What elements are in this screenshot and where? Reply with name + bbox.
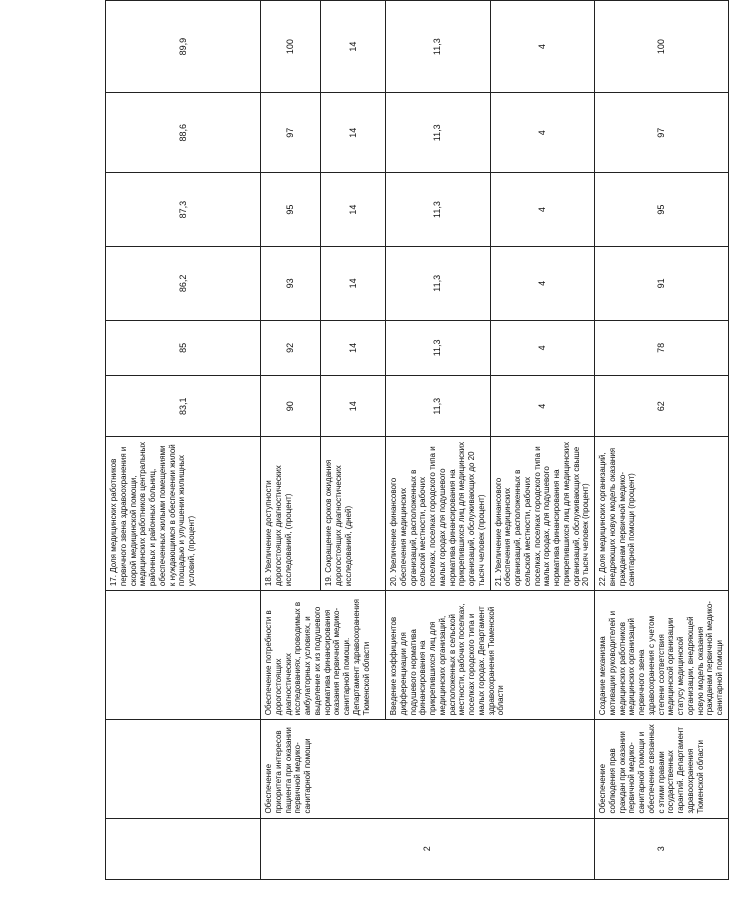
value-cell: 93 <box>261 246 321 320</box>
value-cell: 11,3 <box>386 320 491 375</box>
value-cell: 85 <box>106 320 261 375</box>
indicator-cell: 21. Увеличение финансового обеспечения медицинских организаций, расположенных в сельской местности, рабочих поселках, поселках городского типа и малых городах, для подушевого норматива финансирования на прикрепившихся лиц для медицинских организаций, обслуживающих свыше 20 тысяч человек (процент) <box>490 437 595 591</box>
task-cell: Обеспечение приоритета интересов пациента при оказании первичной медико-санитарной помощи <box>261 720 595 818</box>
measure-cell: Введение коэффициентов дифференциации для подушевого норматива финансирования на прикрепившихся лиц для медицинских организаций, расположенных в сельской местности, рабочих поселках, поселках городского типа и малых городах. Департамент здравоохранения Тюменской области <box>386 591 595 720</box>
value-cell: 11,3 <box>386 173 491 247</box>
value-cell: 100 <box>261 1 321 93</box>
value-cell: 14 <box>321 93 386 173</box>
measure-cell <box>106 591 261 720</box>
table-row <box>106 1 261 880</box>
task-cell <box>106 720 261 818</box>
value-cell: 14 <box>321 376 386 437</box>
value-cell: 97 <box>261 93 321 173</box>
value-cell: 14 <box>321 246 386 320</box>
value-cell: 90 <box>261 376 321 437</box>
indicator-cell: 22. Доля медицинских организаций, внедряющих новую модель оказания гражданам первичной медико-санитарной помощи (процент) <box>595 437 729 591</box>
value-cell: 14 <box>321 173 386 247</box>
value-cell: 78 <box>595 320 729 375</box>
table-row <box>261 1 321 880</box>
table-row <box>595 1 729 880</box>
value-cell: 11,3 <box>386 246 491 320</box>
indicators-table <box>105 0 729 880</box>
indicator-cell: 20. Увеличение финансового обеспечения медицинских организаций, расположенных в сельской местности, рабочих поселках, поселках городского типа и малых городах для подушевого норматива финансирования на прикрепившихся лиц для медицинских организаций, обслуживающих до 20 тысяч человек (процент) <box>386 437 491 591</box>
rotated-table-container <box>105 0 724 880</box>
value-cell: 95 <box>595 173 729 247</box>
value-cell: 88,6 <box>106 93 261 173</box>
value-cell: 95 <box>261 173 321 247</box>
value-cell: 4 <box>490 93 595 173</box>
value-cell: 89,9 <box>106 1 261 93</box>
value-cell: 83,1 <box>106 376 261 437</box>
value-cell: 100 <box>595 1 729 93</box>
value-cell: 91 <box>595 246 729 320</box>
task-cell: Обеспечение соблюдения прав граждан при оказании первичной медико-санитарной помощи и обеспечение связанных с этими правами государственных гарантий. Департамент здравоохранения Тюменской области <box>595 720 729 818</box>
indicator-cell: 17. Доля медицинских работников первичного звена здравоохранения и скорой медицинской помощи, медицинских работников центральных районных и районных больниц, обеспеченных жилыми помещениями к нуждающимся в обеспечении жилой площадью и улучшении жилищных условий, (процент) <box>106 437 261 591</box>
value-cell: 97 <box>595 93 729 173</box>
value-cell: 11,3 <box>386 93 491 173</box>
indicator-cell: 18. Увеличение доступности дорогостоящих диагностических исследований, (процент) <box>261 437 321 591</box>
measure-cell: Обеспечение потребности в дорогостоящих диагностических исследованиях, проводимых в амбулаторных условиях, и выделение их из подушевого норматива финансирования оказания первичной медико-санитарной помощи. Департамент здравоохранения Тюменской области <box>261 591 386 720</box>
row-index: 2 <box>261 818 595 879</box>
value-cell: 4 <box>490 173 595 247</box>
value-cell: 11,3 <box>386 376 491 437</box>
value-cell: 4 <box>490 320 595 375</box>
value-cell: 11,3 <box>386 1 491 93</box>
indicator-cell: 19. Сокращение сроков ожидания дорогостоящих диагностических исследований, (дней) <box>321 437 386 591</box>
value-cell: 92 <box>261 320 321 375</box>
value-cell: 4 <box>490 1 595 93</box>
row-index: 3 <box>595 818 729 879</box>
value-cell: 86,2 <box>106 246 261 320</box>
value-cell: 14 <box>321 320 386 375</box>
value-cell: 14 <box>321 1 386 93</box>
measure-cell: Создание механизма мотивации руководителей и медицинских работников медицинских организаций первичного звена здравоохранения с учетом степени соответствия медицинской организации статусу медицинской организации, внедряющей новую модель оказания гражданам первичной медико-санитарной помощи <box>595 591 729 720</box>
value-cell: 87,3 <box>106 173 261 247</box>
value-cell: 4 <box>490 246 595 320</box>
row-index <box>106 818 261 879</box>
value-cell: 4 <box>490 376 595 437</box>
value-cell: 62 <box>595 376 729 437</box>
